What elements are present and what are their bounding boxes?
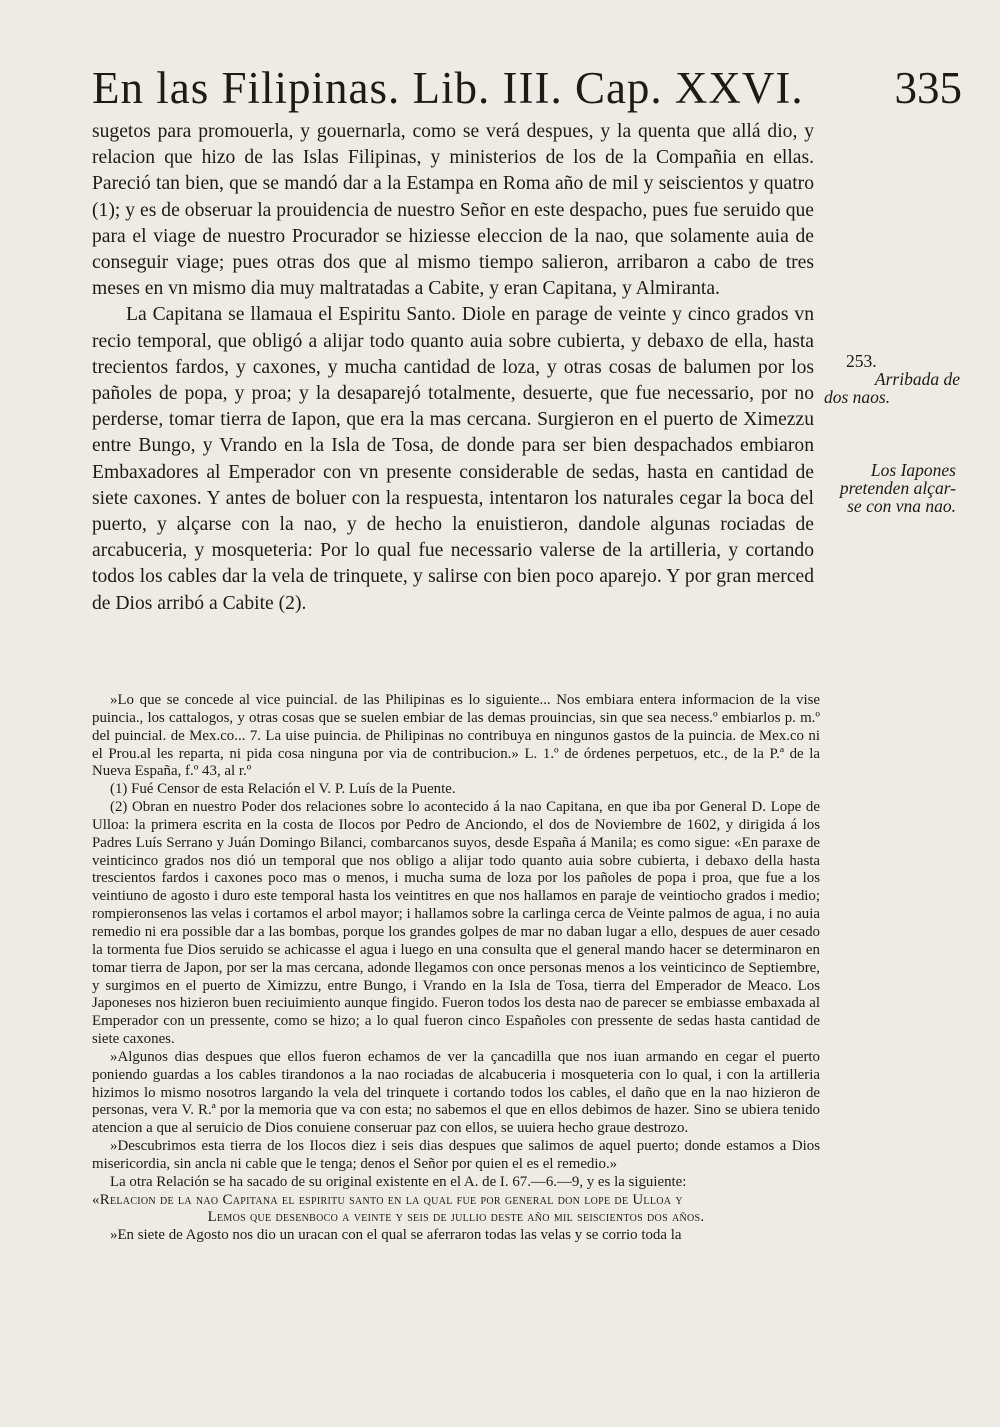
body-paragraph-2: La Capitana se llamaua el Espiritu Santo. Diole en parage de veinte y cinco grados vn recio temporal, que obligó a alijar todo quanto auia sobre cubierta, y debaxo de ella, hasta trecientos fardos, y caxones, y mucha cantidad de loza, y otras cosas de balumen por los pañoles de popa, y proa; y la desaparejó totalmente, desuerte, que fue necessario, por no perderse, tomar tierra de Iapon, que era la mas cercana. Surgieron en el puerto de Ximezzu entre Bungo, y Vrando en la Isla de Tosa, de donde para ser bien despachados embiaron Embaxadores al Emperador con vn presente considerable de sedas, hasta en cantidad de siete caxones. Y antes de boluer con la respuesta, intentaron los naturales cegar la boca del puerto, y alçarse con la nao, y de hecho la enuistieron, dandole algunas rociadas de arcabuceria, y mosqueteria: Por lo qual fue necessario valerse de la artilleria, y cortando todos los cables dar la vela de trinquete, y salirse con bien poco aparejo. Y por gran merced de Dios arribó a Cabite (2). <box>92 304 814 614</box>
margin-note-line: dos naos. <box>824 387 891 407</box>
main-body-text <box>92 119 814 617</box>
footnote-paragraph: »En siete de Agosto nos dio un uracan con el qual se aferraron todas las velas y se corrio toda la <box>110 1227 682 1244</box>
footnote-continuation: »Lo que se concede al vice puincial. de las Philipinas es lo siguiente... Nos embiara entera informacion de la vise puincia., los cattalogos, y otras cosas que se suelen embiar de las demas prouincias, sin que sea necess.º embiarlos p. m.º del puincial. de Mex.co... 7. La uise puincia. de Philipinas no contribuya en ningunos gastos de la puincia. de Mex.co ni el Prou.al les reparta, ni pida cosa ninguna por via de contribucion.» L. 1.º de órdenes perpetuos, etc., de la P.ª de la Nueva España, f.º 43, al r.º <box>92 692 820 780</box>
margin-note-line: Los Iapones <box>870 460 956 480</box>
header-title: En las Filipinas. Lib. III. Cap. XXVI. <box>92 63 804 113</box>
margin-note-line: Arribada de <box>874 369 960 389</box>
margin-note-arribada <box>824 352 960 406</box>
footnote-paragraph: La otra Relación se ha sacado de su original existente en el A. de I. 67.—6.—9, y es la siguiente: <box>110 1173 687 1190</box>
footnote-1: (1) Fué Censor de esta Relación el V. P. Luís de la Puente. <box>110 781 456 798</box>
footnote-paragraph: »Descubrimos esta tierra de los Ilocos diez i seis dias despues que salimos de aquel puerto; donde estamos a Dios misericordia, sin ancla ni cable que le tenga; denos el Señor por quien el es el remedio.» <box>92 1138 820 1172</box>
margin-note-number: 253. <box>846 351 877 371</box>
relacion-heading: «Relacion de la nao Capitana el espiritu santo en la qual fue por general don lope de Ulloa y <box>92 1191 683 1208</box>
footnote-2: (2) Obran en nuestro Poder dos relaciones sobre lo acontecido á la nao Capitana, en que iba por General D. Lope de Ulloa: la primera escrita en la costa de Ilocos por Pedro de Anciondo, el dos de Noviembre de 1602, y dirigida á los Padres Luís Serrano y Juán Domingo Bilanci, combarcanos suyos, desde España á Manila; es como sigue: «En paraxe de veinticinco grados nos dió un temporal que nos obligo a alijar todo quanto auia sobre cubierta, i debaxo della hasta trescientos fardos i caxones poco mas o menos, i mucha suma de loza por los pañoles de popa i proa, que fue a los veintiuno de agosto i duro este temporal hasta los veintitres en que nos hallamos en paraje de veintiocho grados i medio; rompieronsenos las velas i cortamos el arbol mayor; i hallamos sobre la carlinga cerca de Veinte palmos de agua, i no auia remedio ni era possible dar a las bombas, porque los grandes golpes de mar no daban lugar a ello, despues de auer cesado la tormenta fue Dios seruido se achicasse el agua i luego en una consulta que el general mando hacer se determinaron en tomar tierra de Japon, por ser la mas cercana, adonde llegamos con once personas menos a los veinticinco de Septiembre, y surgimos en el puerto de Ximizzu, entre Bungo, i Vrando en la Isla de Tosa, tierra del Emperador de Meaco. Los Japoneses nos hizieron buen reciuimiento aunque fingido. Fueron todos los desta nao de parecer se embiasse embaxada al Emperador con un pressente, como se hizo; a lo qual fueron cinco Españoles con pressente de sedas hasta cantidad de siete caxones. <box>92 799 820 1048</box>
margin-note-iapones <box>824 461 956 515</box>
body-paragraph-1: sugetos para promouerla, y gouernarla, como se verá despues, y la quenta que allá dio, y relacion que hizo de las Islas Filipinas, y ministerios de los de la Compañia en ellas. Pareció tan bien, que se mandó dar a la Estampa en Roma año de mil y seiscientos y quatro (1); y es de obseruar la prouidencia de nuestro Señor en este despacho, pues fue seruido que para el viage de nuestro Procurador se hiziesse eleccion de la nao, que solamente auia de conseguir viage; pues otras dos que al mismo tiempo salieron, arribaron a cabo de tres meses en vn mismo dia muy maltratadas a Cabite, y eran Capitana, y Almiranta. <box>92 121 814 300</box>
footnote-paragraph: »Algunos dias despues que ellos fueron echamos de ver la çancadilla que nos iuan armando en cegar el puerto poniendo guardas a los cables tirandonos a la nao rociadas de alcabuceria i mosqueteria con lo qual, i con la artilleria hizimos lo mismo nosotros largando la vela del trinquete i cortando todos los cables, el daño que en la nao hizieron de personas, vera V. R.ª por la memoria que va con esta; no sabemos el que en ellos debimos de hazer. Sino se ubiera tenido atencion a que al seruicio de Dios conuiene conseruar paz con ellos, se uuiera hecho graue destrozo. <box>92 1048 820 1137</box>
footnotes <box>92 692 820 1245</box>
margin-note-line: pretenden alçar- <box>839 478 956 498</box>
margin-note-line: se con vna nao. <box>847 496 956 516</box>
running-header <box>92 58 962 118</box>
page-number: 335 <box>894 63 962 113</box>
relacion-heading: Lemos que desenboco a veinte y seis de jullio deste año mil seiscientos dos años. <box>207 1209 705 1226</box>
